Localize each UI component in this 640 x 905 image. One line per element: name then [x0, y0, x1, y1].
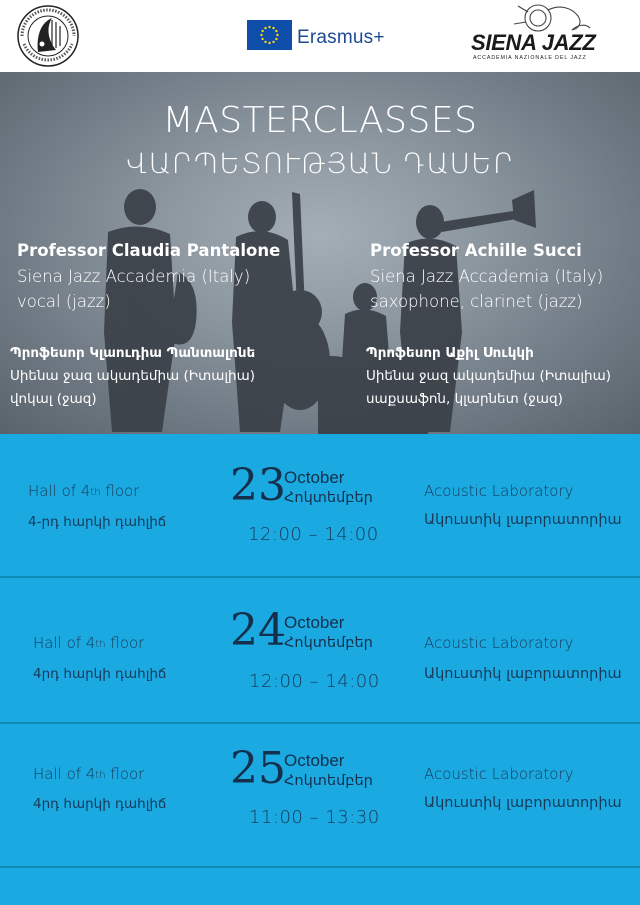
- event-month: October: [284, 751, 345, 770]
- event-month-armenian: Հոկտեմբեր: [284, 635, 373, 651]
- row-divider: [0, 576, 640, 578]
- hall-location-armenian: 4րդ հարկի դահլիճ: [33, 796, 167, 812]
- venue-name-armenian: Ակուստիկ լաբորատորիա: [424, 666, 622, 682]
- professor-name-armenian: Պրոֆեսոր Կլաուդիա Պանտալոնե: [10, 345, 256, 361]
- event-month-armenian: Հոկտեմբեր: [284, 773, 373, 789]
- hall-location-armenian: 4-րդ հարկի դահլիճ: [28, 514, 167, 530]
- schedule-row: [0, 434, 640, 579]
- siena-jazz-title: SIENA JAZZ: [471, 30, 596, 55]
- venue-name: Acoustic Laboratory: [424, 482, 574, 500]
- venue-name-armenian: Ակուստիկ լաբորատորիա: [424, 795, 622, 811]
- row-divider: [0, 866, 640, 868]
- professor-affiliation-armenian: Սիենա ջազ ակադեմիա (Իտալիա): [10, 368, 256, 384]
- professor-affiliation: Siena Jazz Accademia (Italy): [17, 267, 251, 286]
- event-time: 12:00 – 14:00: [249, 671, 380, 692]
- erasmus-label: Erasmus+: [297, 27, 385, 48]
- schedule-row: [0, 725, 640, 870]
- masterclasses-title: MASTERCLASSES: [162, 100, 478, 141]
- professor-discipline: saxophone, clarinet (jazz): [370, 292, 583, 311]
- event-day: 23: [230, 460, 286, 511]
- venue-name-armenian: Ակուստիկ լաբորատորիա: [424, 512, 622, 528]
- professor-name-armenian: Պրոֆեսոր Աքիլ Սուկկի: [366, 345, 534, 361]
- professor-discipline-armenian: սաքսաֆոն, կլարնետ (ջազ): [366, 391, 563, 407]
- professor-succi-en: [370, 238, 603, 314]
- professor-affiliation: Siena Jazz Accademia (Italy): [370, 267, 604, 286]
- event-time: 11:00 – 13:30: [249, 807, 380, 828]
- event-time: 12:00 – 14:00: [248, 524, 379, 545]
- eu-flag-icon: [247, 20, 292, 50]
- schedule-section: [0, 434, 640, 905]
- event-day: 25: [230, 743, 286, 794]
- event-month: October: [284, 613, 345, 632]
- conservatory-seal-icon: [8, 4, 88, 68]
- masterclasses-title-armenian: ՎԱՐՊԵՏՈՒԹՅԱՆ ԴԱՍԵՐ: [125, 147, 515, 180]
- logo-bar: [0, 0, 640, 72]
- professor-pantalone-hy: [10, 341, 255, 411]
- row-divider: [0, 722, 640, 724]
- venue-name: Acoustic Laboratory: [424, 765, 574, 783]
- event-month: October: [284, 468, 345, 487]
- professor-name: Professor Achille Succi: [370, 241, 582, 260]
- hall-location: Hall of 4th floor: [33, 634, 145, 652]
- professor-discipline-armenian: վոկալ (ջազ): [10, 391, 97, 407]
- professor-name: Professor Claudia Pantalone: [17, 241, 281, 260]
- venue-name: Acoustic Laboratory: [424, 634, 574, 652]
- professor-pantalone-en: [17, 238, 280, 314]
- professor-discipline: vocal (jazz): [17, 292, 111, 311]
- event-day: 24: [230, 605, 286, 656]
- hall-location: Hall of 4th floor: [33, 765, 145, 783]
- hall-location-armenian: 4րդ հարկի դահլիճ: [33, 666, 167, 682]
- siena-jazz-subtitle: ACCADEMIA NAZIONALE DEL JAZZ: [473, 55, 587, 61]
- event-month-armenian: Հոկտեմբեր: [284, 490, 373, 506]
- professor-succi-hy: [366, 341, 611, 411]
- professor-affiliation-armenian: Սիենա ջազ ակադեմիա (Իտալիա): [366, 368, 612, 384]
- schedule-row: [0, 579, 640, 724]
- hall-location: Hall of 4th floor: [28, 482, 140, 500]
- hero-banner: [0, 72, 640, 434]
